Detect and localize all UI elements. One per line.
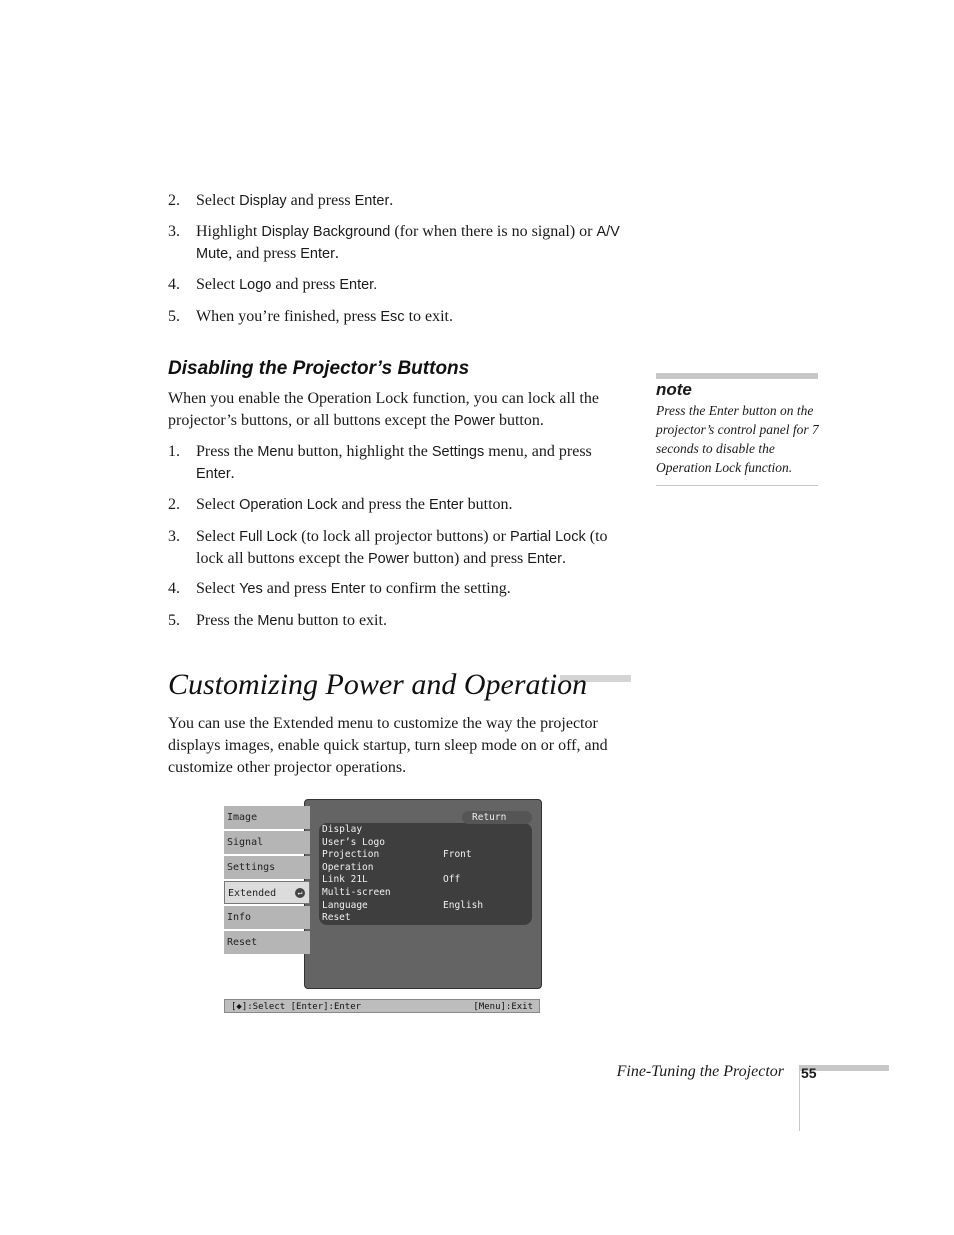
step-number: 5. (168, 612, 180, 629)
section-intro (168, 388, 630, 432)
ui-term: Enter (300, 246, 335, 262)
menu-row-label: Multi-screen (322, 887, 391, 898)
text-run: Press the (196, 612, 258, 629)
text-run: Select (196, 528, 240, 545)
menu-row-value: English (443, 899, 484, 911)
main-heading: Customizing Power and Operation (168, 668, 588, 701)
step-number: 3. (168, 528, 180, 545)
menu-tab-info[interactable] (224, 906, 310, 929)
step-text (196, 441, 630, 485)
text-run: button) and press (409, 550, 528, 567)
text-run: button. (494, 412, 544, 429)
page-number: 55 (801, 1065, 817, 1081)
status-left: [◆]:Select [Enter]:Enter (231, 1002, 362, 1012)
text-run: button, highlight the (293, 443, 432, 460)
ui-term: Logo (239, 277, 272, 293)
step-item (168, 221, 630, 265)
enter-icon: ↵ (295, 888, 305, 898)
menu-tab-label: Info (227, 912, 252, 923)
step-item (168, 494, 630, 516)
step-item (168, 610, 630, 632)
text-run: menu, and press (484, 443, 592, 460)
menu-tab-label: Signal (227, 837, 264, 848)
text-run: and press (286, 192, 355, 209)
text-run: When you enable the Operation Lock function, you can lock all the projector’s buttons, or all buttons except the (168, 390, 599, 429)
menu-row-label: Display (322, 824, 363, 835)
menu-row[interactable] (319, 900, 532, 913)
step-text (196, 274, 630, 296)
ui-term: Enter (354, 193, 390, 209)
ui-term: Partial Lock (509, 529, 586, 545)
text-run: button to exit. (293, 612, 387, 629)
text-run: Press the (196, 443, 258, 460)
menu-tab-label: Extended (228, 888, 277, 899)
text-run: to confirm the setting. (365, 580, 511, 597)
menu-row[interactable] (319, 849, 532, 862)
ui-term: Enter. (339, 277, 378, 293)
ui-term: Esc (380, 309, 405, 325)
ui-term: Full Lock (239, 529, 298, 545)
menu-tab-signal[interactable] (224, 831, 310, 854)
text-run: Select (196, 496, 240, 513)
ui-term: Enter (527, 551, 562, 567)
text-run: to exit. (404, 308, 453, 325)
menu-row[interactable] (319, 887, 532, 900)
text-run: . (230, 465, 235, 482)
ui-term: Enter (428, 497, 464, 513)
ui-term: A/V Mute (196, 224, 620, 262)
note-text: Press the Enter button on the projector’s control panel for 7 seconds to disable the Operation Lock function. (656, 403, 819, 475)
ui-term: Enter (196, 466, 231, 482)
status-right: [Menu]:Exit (473, 1002, 533, 1012)
step-number: 4. (168, 580, 180, 597)
section-heading: Disabling the Projector’s Buttons (168, 358, 470, 379)
menu-row-label: Reset (322, 912, 351, 924)
menu-row-value: Front (443, 849, 472, 861)
step-number: 4. (168, 276, 180, 293)
main-paragraph: You can use the Extended menu to customize the way the projector displays images, enable quick startup, turn sleep mode on or off, and customize other projector operations. (168, 715, 608, 776)
step-item (168, 306, 630, 328)
menu-tab-label: Reset (227, 937, 258, 948)
step-number: 2. (168, 192, 180, 209)
ui-term: Operation Lock (239, 497, 338, 513)
menu-tab-reset[interactable] (224, 931, 310, 954)
menu-row-label: Language (322, 899, 368, 911)
menu-tab-image[interactable] (224, 806, 310, 829)
step-text (196, 526, 630, 570)
text-run: When you’re finished, press (196, 308, 381, 325)
text-run: and press (271, 276, 340, 293)
step-item (168, 441, 630, 485)
menu-row[interactable] (319, 874, 532, 887)
note-bottom-rule (656, 485, 818, 486)
menu-row-label: Link 21L (322, 874, 368, 886)
step-text (196, 221, 630, 265)
text-run: . (334, 245, 339, 262)
step-number: 2. (168, 496, 180, 513)
menu-tab-settings[interactable] (224, 856, 310, 879)
menu-tab-label: Image (227, 812, 258, 823)
menu-row-label: Operation (322, 861, 374, 873)
step-text (196, 190, 630, 212)
menu-row[interactable] (319, 862, 532, 875)
text-run: Highlight (196, 223, 262, 240)
step-number: 5. (168, 308, 180, 325)
text-run: (to lock all projector buttons) or (297, 528, 510, 545)
step-text (196, 578, 630, 600)
step-text (196, 610, 630, 632)
step-number: 3. (168, 223, 180, 240)
ui-term: Menu (257, 613, 294, 629)
text-run: (to lock all buttons except the (196, 528, 608, 567)
text-run: . (561, 550, 566, 567)
return-button[interactable]: Return (462, 811, 532, 824)
ui-term: Menu (257, 444, 294, 460)
step-item (168, 578, 630, 600)
text-run: and press (262, 580, 331, 597)
text-run: Select (196, 192, 240, 209)
text-run: Select (196, 580, 240, 597)
menu-row-label: User’s Logo (322, 836, 385, 848)
step-item (168, 190, 630, 212)
step-text (196, 306, 630, 328)
footer-title: Fine-Tuning the Projector (616, 1063, 784, 1080)
menu-row[interactable] (319, 837, 532, 850)
text-run: . (389, 192, 394, 209)
note-title: note (656, 380, 692, 399)
text-run: (for when there is no signal) or (390, 223, 597, 240)
ui-term: Display Background (261, 224, 391, 240)
extended-menu-screenshot (224, 799, 542, 989)
menu-status-bar (224, 999, 540, 1013)
step-number: 1. (168, 443, 180, 460)
menu-row-label: Projection (322, 849, 380, 861)
text-run: Select (196, 276, 240, 293)
ui-term: Display (239, 193, 287, 209)
ui-term: Yes (239, 581, 263, 597)
ui-term: Enter (330, 581, 366, 597)
text-run: button. (463, 496, 513, 513)
footer-vertical-rule (799, 1065, 800, 1131)
step-item (168, 274, 630, 296)
ui-term: Power (367, 551, 410, 567)
text-run: and press the (337, 496, 429, 513)
ui-term: Settings (431, 444, 485, 460)
ui-term: Power (453, 413, 495, 429)
menu-tab-label: Settings (227, 862, 276, 873)
step-item (168, 526, 630, 570)
menu-tab-extended[interactable] (224, 881, 310, 904)
menu-row[interactable] (319, 912, 532, 925)
menu-row-value: Off (443, 874, 461, 886)
text-run: , and press (228, 245, 301, 262)
step-text (196, 494, 630, 516)
menu-row[interactable] (319, 824, 532, 837)
